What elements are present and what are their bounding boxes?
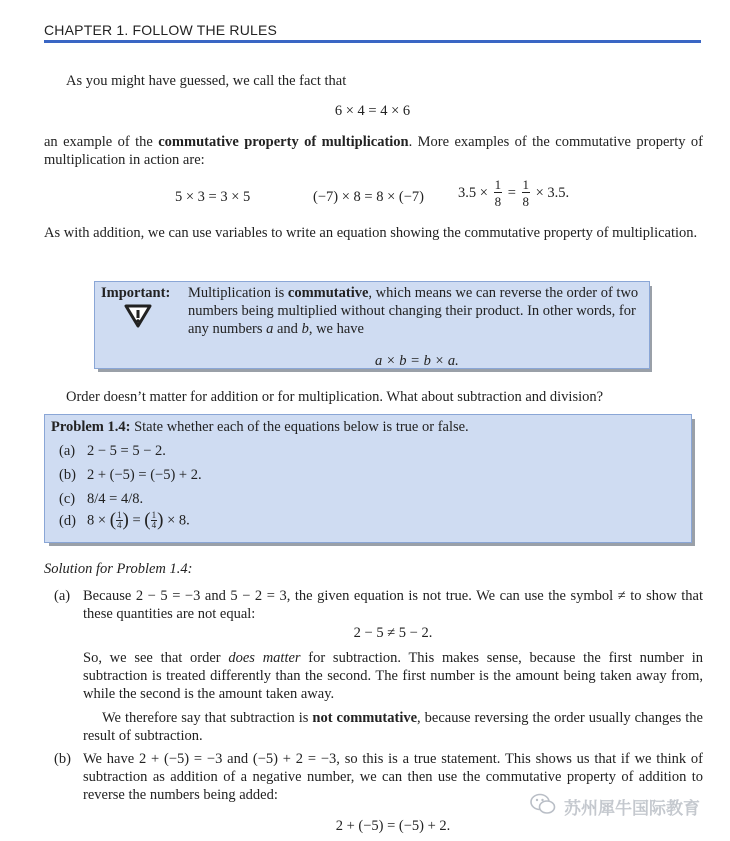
solution-b-equation: 2 + (−5) = (−5) + 2. <box>335 818 451 834</box>
solution-heading: Solution for Problem 1.4: <box>44 561 193 577</box>
solution-b-paragraph: We have 2 + (−5) = −3 and (−5) + 2 = −3, so this is a true statement. This shows us that if we think of subtraction as addition of a negative number, we can then use the commutative property of addition to reverse the numbers being added: <box>83 751 703 803</box>
problem-statement: Problem 1.4: State whether each of the equations below is true or false. <box>51 419 469 435</box>
solution-b-tag: (b) <box>54 751 71 767</box>
solution-a-equation: 2 − 5 ≠ 5 − 2. <box>353 625 433 641</box>
fraction-one-quarter: $\frac{1}{4}$ <box>151 510 157 531</box>
important-equation: a × b = b × a. <box>375 353 459 369</box>
paragraph-variables: As with addition, we can use variables to write an equation showing the commutative property of multiplication. <box>44 225 698 241</box>
fraction-one-quarter: $\frac{1}{4}$ <box>117 510 122 531</box>
warning-icon <box>123 303 153 334</box>
problem-item: (c) 8/4 = 4/8. <box>59 491 144 507</box>
important-text: Multiplication is commutative, which means we can reverse the order of two numbers being multiplied without changing their product. In other words, for any numbers a and b, we have <box>188 285 639 337</box>
example-eq3: 3.5 × $\frac{1}{8}$ = $\frac{1}{8}$ × 3.5. <box>458 177 570 209</box>
chapter-header: CHAPTER 1. FOLLOW THE RULES <box>44 22 278 38</box>
problem-box <box>44 414 692 543</box>
intro-line: As you might have guessed, we call the fact that <box>66 73 347 89</box>
wechat-icon <box>530 793 556 820</box>
important-box <box>94 281 650 369</box>
example-eq1: 5 × 3 = 3 × 5 <box>175 189 251 205</box>
example-eq2: (−7) × 8 = 8 × (−7) <box>313 189 424 205</box>
fraction-one-eighth: $\frac{1}{8}$ <box>522 177 529 209</box>
problem-item: (d) 8 × ( $\frac{1}{4}$ ) = ( $\frac{1}{4}$ ) × 8. <box>59 509 190 531</box>
solution-a-tag: (a) <box>54 588 71 604</box>
paragraph-commutative: an example of the commutative property of multiplication. More examples of the commutative property of multiplication in action are: <box>44 134 703 168</box>
problem-item: (a) 2 − 5 = 5 − 2. <box>59 443 166 459</box>
watermark: 苏州犀牛国际教育 <box>530 793 700 820</box>
solution-a-paragraph: Because 2 − 5 = −3 and 5 − 2 = 3, the given equation is not true. We can use the symbol ≠ to show that these quantities are not equal: <box>83 588 703 622</box>
fraction-one-eighth: $\frac{1}{8}$ <box>494 177 502 209</box>
important-label: Important: <box>101 285 171 301</box>
solution-a-conclusion: We therefore say that subtraction is not commutative, because reversing the order usually changes the result of subtraction. <box>83 710 703 744</box>
header-rule <box>44 40 701 43</box>
equation-6x4: 6 × 4 = 4 × 6 <box>334 103 411 119</box>
question-line: Order doesn’t matter for addition or for multiplication. What about subtraction and division? <box>66 389 604 405</box>
solution-a-order-paragraph: So, we see that order does matter for subtraction. This makes sense, because the first number in subtraction is treated differently than the second. The first number is the amount being taken away from, while the second is the amount taken away. <box>83 650 703 702</box>
problem-item: (b) 2 + (−5) = (−5) + 2. <box>59 467 202 483</box>
